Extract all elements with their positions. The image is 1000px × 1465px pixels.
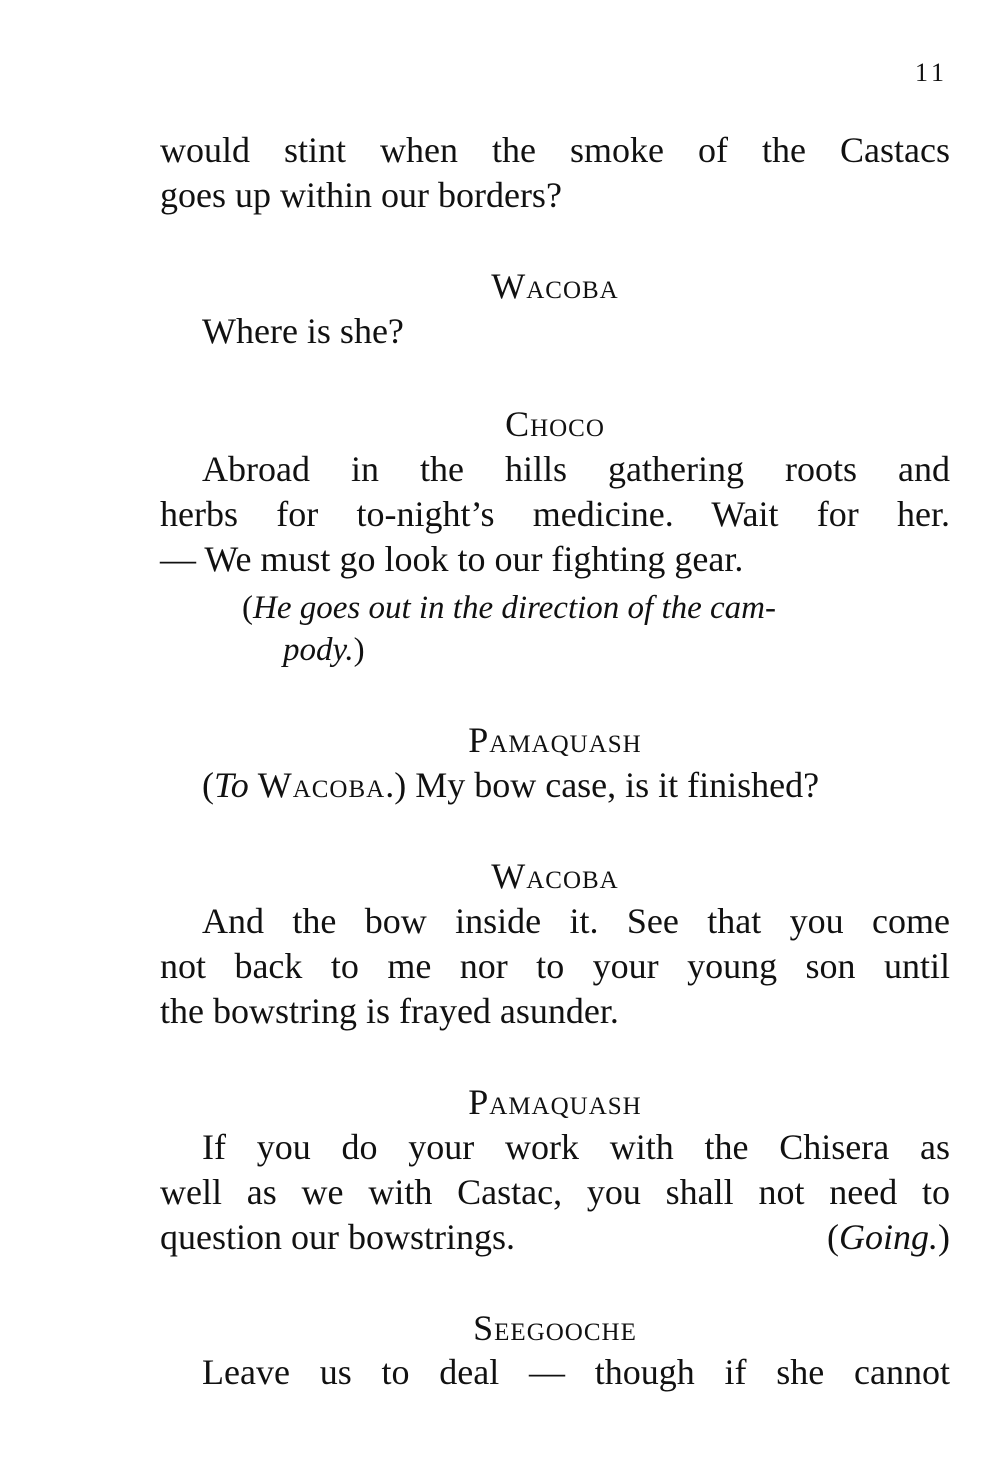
dialogue-line: would stint when the smoke of the Castacs (160, 130, 950, 170)
speaker-name: Pamaquash (468, 1082, 642, 1122)
speaker-name: Pamaquash (468, 720, 642, 760)
addressee-name: Wacoba (257, 765, 386, 805)
dialogue-line: Where is she? (202, 311, 404, 351)
stage-direction-to: To (214, 765, 249, 805)
dialogue-line: goes up within our borders? (160, 175, 562, 215)
speaker-name: Wacoba (491, 856, 619, 896)
paren-open: ( (202, 765, 214, 805)
dialogue-line (202, 763, 950, 808)
stage-direction-going (827, 1215, 950, 1260)
paren-open: ( (827, 1217, 839, 1257)
speaker-name: Choco (505, 404, 605, 444)
dialogue-text: .) My bow case, is it finished? (385, 765, 820, 805)
stage-direction-paren: ( (242, 590, 253, 626)
dialogue-line: If you do your work with the Chisera as (202, 1127, 950, 1167)
speaker-name: Wacoba (491, 266, 619, 306)
stage-direction-text: Going. (839, 1217, 938, 1257)
dialogue-line: well as we with Castac, you shall not need to (160, 1172, 950, 1212)
speaker-name: Seegooche (473, 1308, 637, 1348)
dialogue-line: the bowstring is frayed asunder. (160, 991, 619, 1031)
stage-direction-text: pody. (283, 632, 354, 668)
dialogue-line: And the bow inside it. See that you come (202, 901, 950, 941)
dialogue-line: question our bowstrings. (160, 1217, 515, 1257)
stage-direction-paren: ) (353, 632, 365, 668)
dialogue-line: — We must go look to our fighting gear. (160, 539, 744, 579)
dialogue-line: herbs for to-night’s medicine. Wait for her. (160, 494, 950, 534)
stage-direction (283, 630, 365, 670)
paren-close: ) (938, 1217, 950, 1257)
dialogue-line: Abroad in the hills gathering roots and (202, 449, 950, 489)
dialogue-line: Leave us to deal — though if she cannot (202, 1352, 950, 1392)
stage-direction (242, 588, 776, 628)
dialogue-line: not back to me nor to your young son until (160, 946, 950, 986)
stage-direction-text: He goes out in the direction of the cam- (253, 590, 776, 626)
page-number: 11 (914, 58, 948, 87)
